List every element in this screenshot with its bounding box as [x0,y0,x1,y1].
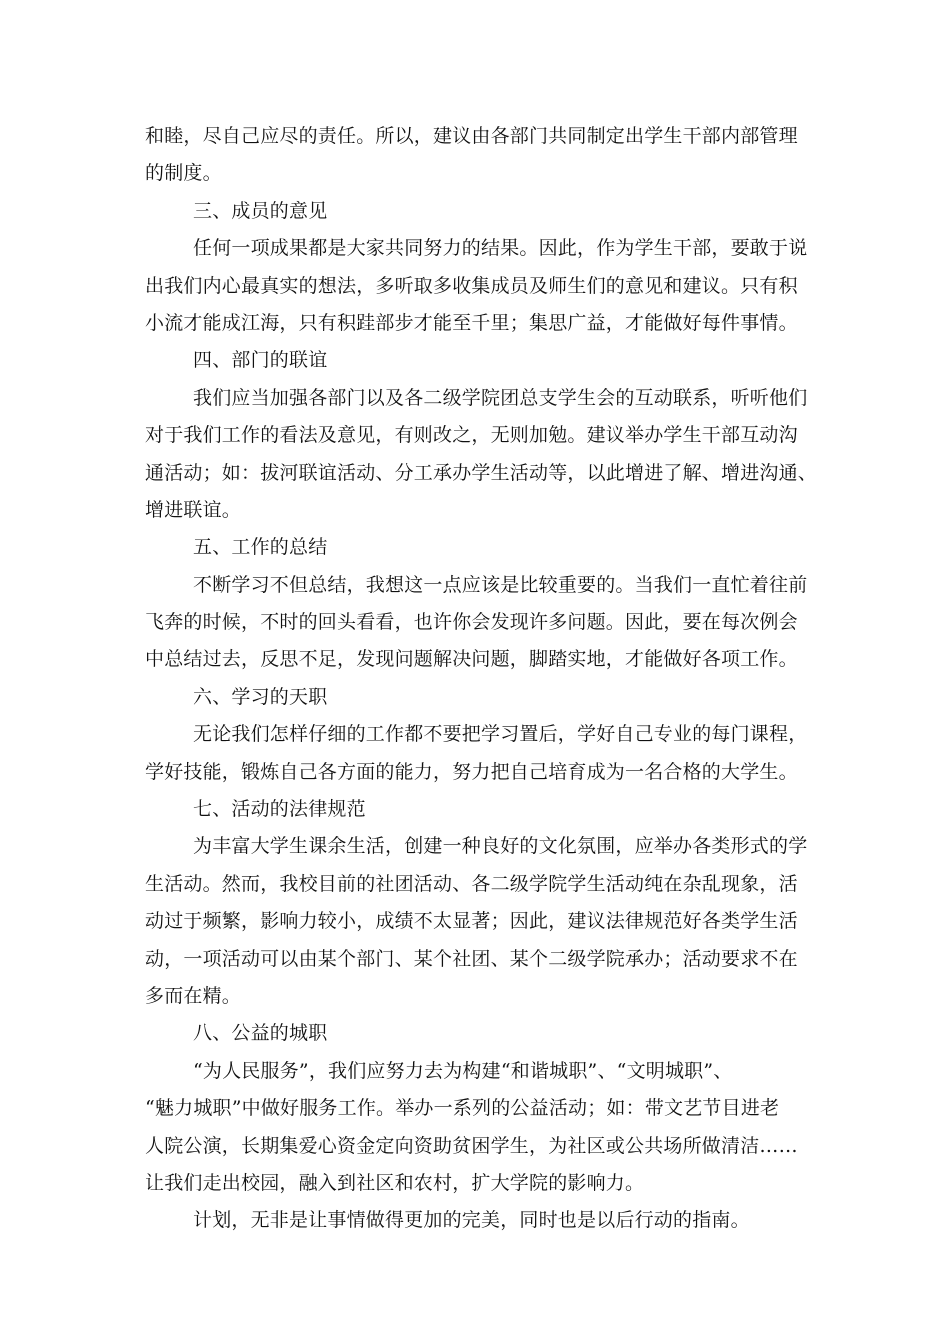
text-line: 八、公益的城职 [193,1022,328,1045]
text-line: 四、部门的联谊 [193,349,328,372]
text-line: 为丰富大学生课余生活，创建一种良好的文化氛围，应举办各类形式的学 [193,835,808,858]
text-line: 生活动。然而，我校目前的社团活动、各二级学院学生活动纯在杂乱现象，活 [145,872,798,895]
text-line: 三、成员的意见 [193,199,328,222]
text-line: 任何一项成果都是大家共同努力的结果。因此，作为学生干部，要敢于说 [193,237,808,260]
text-line: 计划，无非是让事情做得更加的完美，同时也是以后行动的指南。 [193,1209,750,1232]
text-line: 的制度。 [145,162,222,185]
text-line: 通活动；如：拔河联谊活动、分工承办学生活动等，以此增进了解、增进沟通、 [145,461,818,484]
text-line: 小流才能成江海，只有积跬部步才能至千里；集思广益，才能做好每件事情。 [145,311,798,334]
text-line: 增进联谊。 [145,498,242,521]
text-line: 对于我们工作的看法及意见，有则改之，无则加勉。建议举办学生干部互动沟 [145,424,798,447]
text-line: 人院公演，长期集爱心资金定向资助贫困学生，为社区或公共场所做清洁…… [145,1134,798,1157]
text-line: 动过于频繁，影响力较小，成绩不太显著；因此，建议法律规范好各类学生活 [145,910,798,933]
text-line: 七、活动的法律规范 [193,798,366,821]
text-line: 中总结过去，反思不足，发现问题解决问题，脚踏实地，才能做好各项工作。 [145,648,798,671]
text-line: 学好技能，锻炼自己各方面的能力，努力把自己培育成为一名合格的大学生。 [145,760,798,783]
text-line: 多而在精。 [145,984,242,1007]
text-line: 六、学习的天职 [193,685,328,708]
text-line: 让我们走出校园，融入到社区和农村，扩大学院的影响力。 [145,1171,645,1194]
text-line: 出我们内心最真实的想法，多听取多收集成员及师生们的意见和建议。只有积 [145,274,798,297]
text-line: “为人民服务”，我们应努力去为构建“和谐城职”、“文明城职”、 [193,1059,733,1082]
text-line: “魅力城职”中做好服务工作。举办一系列的公益活动；如：带文艺节目进老 [145,1097,780,1120]
text-line: 我们应当加强各部门以及各二级学院团总支学生会的互动联系，听听他们 [193,386,808,409]
text-line: 五、工作的总结 [193,536,328,559]
document-body [145,118,818,1240]
text-line: 无论我们怎样仔细的工作都不要把学习置后，学好自己专业的每门课程， [193,723,808,746]
text-line: 动，一项活动可以由某个部门、某个社团、某个二级学院承办；活动要求不在 [145,947,798,970]
text-line: 和睦，尽自己应尽的责任。所以，建议由各部门共同制定出学生干部内部管理 [145,125,798,147]
text-line: 不断学习不但总结，我想这一点应该是比较重要的。当我们一直忙着往前 [193,573,808,596]
text-line: 飞奔的时候，不时的回头看看，也许你会发现许多问题。因此，要在每次例会 [145,611,798,634]
